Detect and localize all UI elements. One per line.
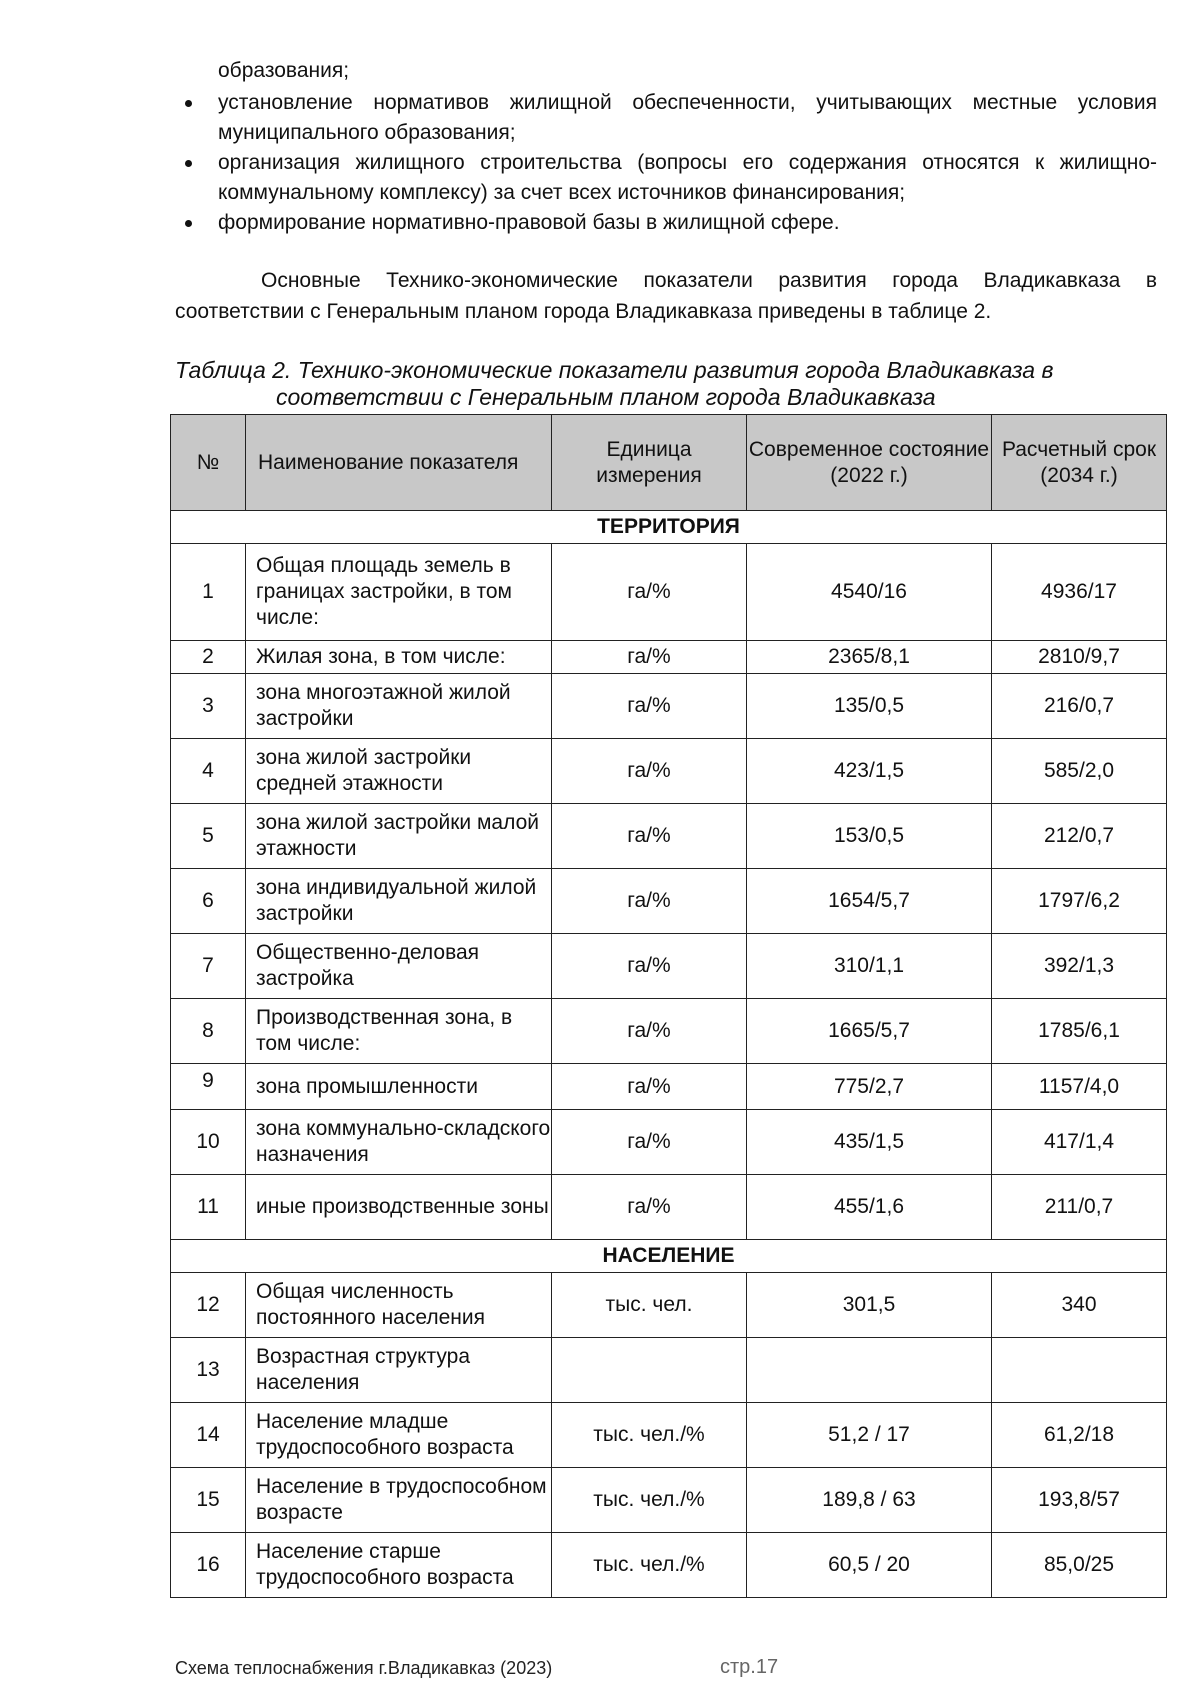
- table-row: [171, 934, 1167, 999]
- row-name: Возрастная структура населения: [246, 1338, 552, 1403]
- header-name: Наименование показателя: [246, 415, 552, 511]
- table-row: [171, 869, 1167, 934]
- row-name: Общая численность постоянного населения: [246, 1273, 552, 1338]
- row-unit: га/%: [552, 1110, 747, 1175]
- row-target: 212/0,7: [992, 804, 1167, 869]
- table-row: [171, 1110, 1167, 1175]
- row-name: Жилая зона, в том числе:: [246, 641, 552, 674]
- row-unit: [552, 1338, 747, 1403]
- row-num: 3: [171, 674, 246, 739]
- table-row: [171, 1403, 1167, 1468]
- row-num: 9: [171, 1064, 246, 1110]
- row-target: 1785/6,1: [992, 999, 1167, 1064]
- row-name: Население в трудоспособном возрасте: [246, 1468, 552, 1533]
- list-item: организация жилищного строительства (вопросы его содержания относятся к жилищно-коммунальному комплексу) за счет всех источников финансирования;: [175, 148, 1157, 208]
- row-unit: тыс. чел.: [552, 1273, 747, 1338]
- intro-continuation: образования;: [218, 59, 350, 82]
- bullet-icon: [185, 160, 192, 167]
- row-target: 85,0/25: [992, 1533, 1167, 1598]
- row-num: 2: [171, 641, 246, 674]
- row-unit: тыс. чел./%: [552, 1533, 747, 1598]
- table-row: [171, 804, 1167, 869]
- row-name: Общественно-деловая застройка: [246, 934, 552, 999]
- row-num: 11: [171, 1175, 246, 1240]
- table-header-row: [171, 415, 1167, 511]
- section-row-population: [171, 1240, 1167, 1273]
- table-row: [171, 1064, 1167, 1110]
- row-current: 189,8 / 63: [747, 1468, 992, 1533]
- row-target: 211/0,7: [992, 1175, 1167, 1240]
- row-num: 1: [171, 544, 246, 641]
- caption-line-1: Таблица 2. Технико-экономические показатели развития города Владикавказа в: [175, 357, 1054, 383]
- row-num: 15: [171, 1468, 246, 1533]
- row-name: Производственная зона, в том числе:: [246, 999, 552, 1064]
- row-unit: тыс. чел./%: [552, 1403, 747, 1468]
- row-num: 4: [171, 739, 246, 804]
- row-num: 12: [171, 1273, 246, 1338]
- row-num: 8: [171, 999, 246, 1064]
- section-row-territory: [171, 511, 1167, 544]
- row-current: 2365/8,1: [747, 641, 992, 674]
- row-current: [747, 1338, 992, 1403]
- header-unit: Единица измерения: [552, 415, 747, 511]
- row-num: 16: [171, 1533, 246, 1598]
- table-row: [171, 544, 1167, 641]
- row-unit: га/%: [552, 934, 747, 999]
- row-num: 13: [171, 1338, 246, 1403]
- table-caption: [175, 357, 1175, 411]
- row-current: 1654/5,7: [747, 869, 992, 934]
- header-current: Современное состояние (2022 г.): [747, 415, 992, 511]
- page-number: стр.17: [720, 1656, 779, 1678]
- list-item: формирование нормативно-правовой базы в жилищной сфере.: [175, 208, 1157, 238]
- row-current: 60,5 / 20: [747, 1533, 992, 1598]
- row-name: Население младше трудоспособного возраста: [246, 1403, 552, 1468]
- row-unit: га/%: [552, 739, 747, 804]
- row-unit: га/%: [552, 869, 747, 934]
- header-target: Расчетный срок (2034 г.): [992, 415, 1167, 511]
- row-name: Общая площадь земель в границах застройки, в том числе:: [246, 544, 552, 641]
- table-row: [171, 999, 1167, 1064]
- list-item: установление нормативов жилищной обеспеченности, учитывающих местные условия муниципального образования;: [175, 88, 1157, 148]
- row-target: 1797/6,2: [992, 869, 1167, 934]
- row-num: 5: [171, 804, 246, 869]
- section-title: ТЕРРИТОРИЯ: [171, 511, 1167, 544]
- header-num: №: [171, 415, 246, 511]
- row-name: зона коммунально-складского назначения: [246, 1110, 552, 1175]
- row-num: 10: [171, 1110, 246, 1175]
- bullet-icon: [185, 100, 192, 107]
- row-current: 4540/16: [747, 544, 992, 641]
- row-target: [992, 1338, 1167, 1403]
- table-row: [171, 1468, 1167, 1533]
- row-current: 301,5: [747, 1273, 992, 1338]
- table-row: [171, 1273, 1167, 1338]
- row-name: зона жилой застройки малой этажности: [246, 804, 552, 869]
- footer-title: Схема теплоснабжения г.Владикавказ (2023): [175, 1658, 553, 1678]
- row-unit: га/%: [552, 641, 747, 674]
- row-name: зона многоэтажной жилой застройки: [246, 674, 552, 739]
- row-num: 6: [171, 869, 246, 934]
- row-unit: тыс. чел./%: [552, 1468, 747, 1533]
- row-target: 417/1,4: [992, 1110, 1167, 1175]
- row-name: зона жилой застройки средней этажности: [246, 739, 552, 804]
- bullet-icon: [185, 220, 192, 227]
- table-row: [171, 674, 1167, 739]
- row-name: зона индивидуальной жилой застройки: [246, 869, 552, 934]
- table-row: [171, 1338, 1167, 1403]
- row-target: 340: [992, 1273, 1167, 1338]
- bullet-list: [175, 88, 1157, 238]
- row-current: 153/0,5: [747, 804, 992, 869]
- row-unit: га/%: [552, 804, 747, 869]
- row-unit: га/%: [552, 999, 747, 1064]
- row-current: 423/1,5: [747, 739, 992, 804]
- row-target: 392/1,3: [992, 934, 1167, 999]
- table-row: [171, 641, 1167, 674]
- row-target: 4936/17: [992, 544, 1167, 641]
- row-current: 51,2 / 17: [747, 1403, 992, 1468]
- table-row: [171, 1175, 1167, 1240]
- row-current: 1665/5,7: [747, 999, 992, 1064]
- section-title: НАСЕЛЕНИЕ: [171, 1240, 1167, 1273]
- indicators-table: [170, 414, 1167, 1598]
- row-target: 61,2/18: [992, 1403, 1167, 1468]
- row-unit: га/%: [552, 1175, 747, 1240]
- row-name: зона промышленности: [246, 1064, 552, 1110]
- row-current: 455/1,6: [747, 1175, 992, 1240]
- row-current: 310/1,1: [747, 934, 992, 999]
- row-num: 14: [171, 1403, 246, 1468]
- table-row: [171, 1533, 1167, 1598]
- table-row: [171, 739, 1167, 804]
- row-unit: га/%: [552, 674, 747, 739]
- row-current: 435/1,5: [747, 1110, 992, 1175]
- row-current: 135/0,5: [747, 674, 992, 739]
- row-target: 1157/4,0: [992, 1064, 1167, 1110]
- caption-line-2: соответствии с Генеральным планом города Владикавказа: [276, 384, 936, 410]
- intro-paragraph: Основные Технико-экономические показатели развития города Владикавказа в соответствии с Генеральным планом города Владикавказа приведены в таблице 2.: [175, 269, 1157, 323]
- row-unit: га/%: [552, 544, 747, 641]
- row-name: Население старше трудоспособного возраста: [246, 1533, 552, 1598]
- row-unit: га/%: [552, 1064, 747, 1110]
- row-target: 2810/9,7: [992, 641, 1167, 674]
- row-target: 216/0,7: [992, 674, 1167, 739]
- row-current: 775/2,7: [747, 1064, 992, 1110]
- row-target: 193,8/57: [992, 1468, 1167, 1533]
- row-name: иные производственные зоны: [246, 1175, 552, 1240]
- row-num: 7: [171, 934, 246, 999]
- row-target: 585/2,0: [992, 739, 1167, 804]
